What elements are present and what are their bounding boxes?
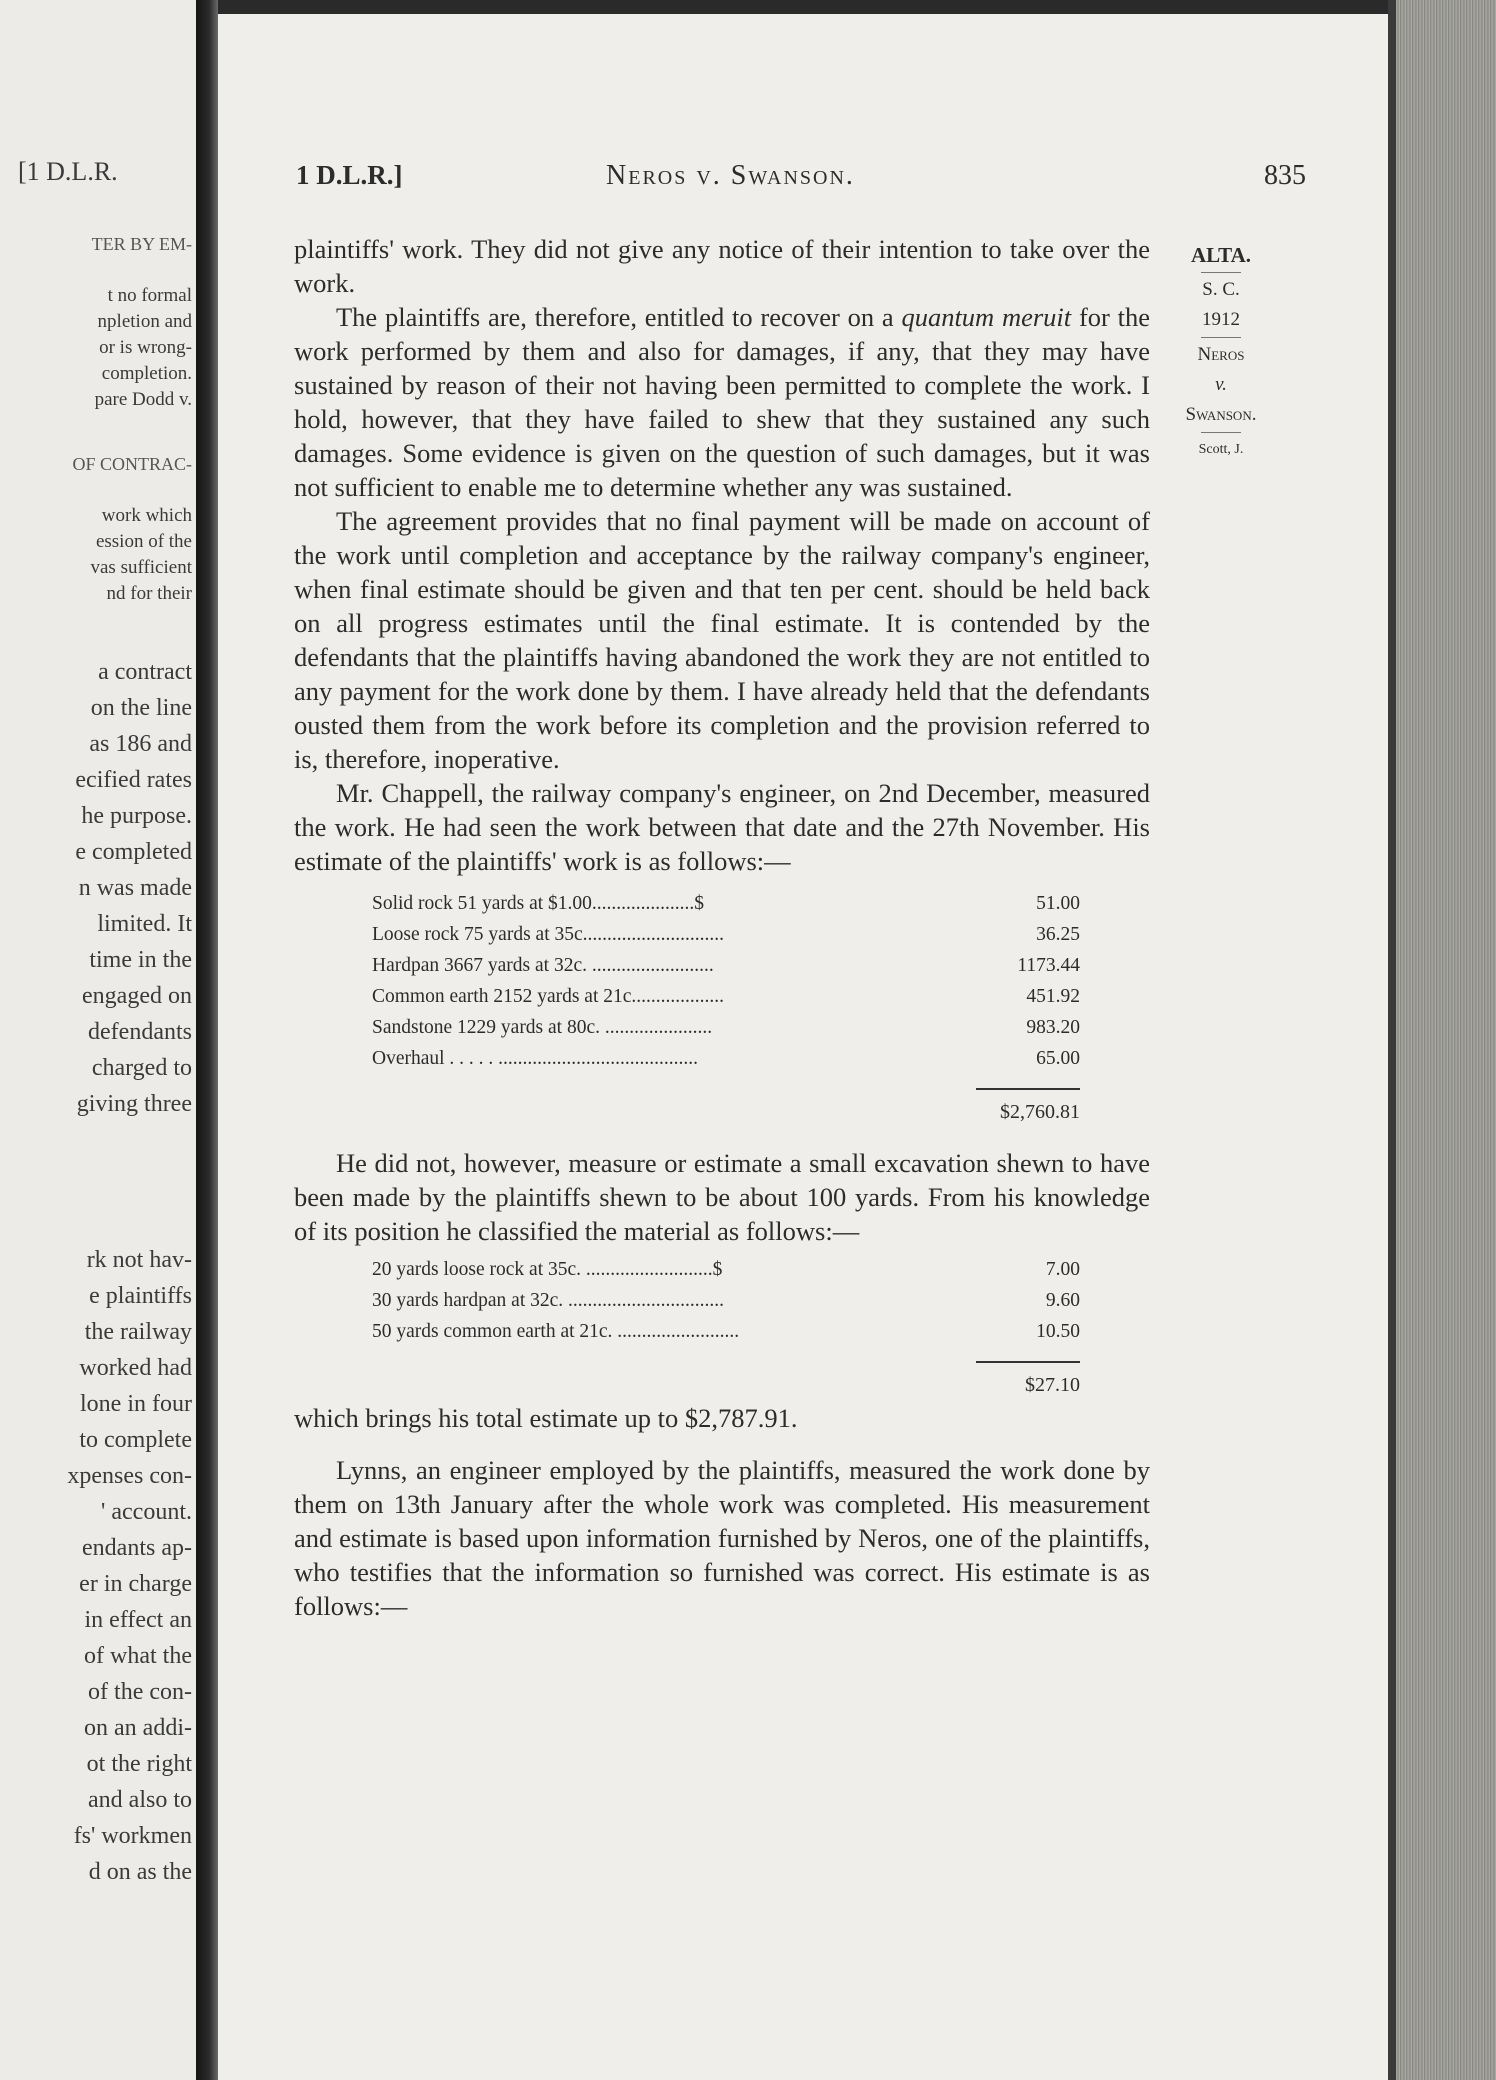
facing-page-line: nd for their [106,583,192,604]
facing-page-line: d on as the [88,1859,192,1885]
facing-page-line: fs' workmen [73,1823,192,1849]
facing-page-line: on the line [90,695,192,721]
facing-page-line: xpenses con- [67,1463,192,1489]
margin-rule [1201,272,1241,273]
paragraph-2 [294,300,1150,504]
facing-page-line: TER BY EM- [91,234,192,254]
margin-versus: v. [1215,374,1227,395]
estimate-row [372,1285,1080,1316]
facing-page-line: npletion and [97,311,192,332]
facing-page-line: t no formal [107,285,192,306]
margin-rule [1201,337,1241,338]
estimate-item: Hardpan 3667 yards at 32c. ......................... [372,955,714,976]
facing-page-line: OF CONTRAC- [72,454,192,474]
estimate-item: Common earth 2152 yards at 21c................... [372,986,725,1007]
paragraph-2-italic: quantum meruit [901,302,1072,332]
estimate-amount: 983.20 [1026,1017,1080,1038]
facing-page [0,0,200,2080]
page-edge-shadow [1388,0,1396,2080]
estimate-row [372,950,1080,981]
facing-page-line: time in the [89,947,192,973]
facing-page-line: on an addi- [84,1715,192,1741]
facing-page-line: vas sufficient [90,557,192,578]
paragraph-1: plaintiffs' work. They did not give any notice of their intention to take over the work. [294,234,1150,298]
estimate-amount: 65.00 [1036,1048,1080,1069]
estimate-item: 50 yards common earth at 21c. ......................... [372,1321,740,1342]
margin-note [1166,240,1276,465]
margin-party-1: Neros [1197,344,1245,365]
facing-page-line: the railway [84,1319,192,1345]
estimate-table-1-rows [372,888,1080,1074]
paragraph-5: He did not, however, measure or estimate a small excavation shewn to have been made by the plaintiffs shewn to be about 100 yards. From his knowledge of its position he classified the material as follows:— [294,1148,1150,1246]
margin-division: S. C. [1202,279,1240,300]
estimate-row [372,1043,1080,1074]
facing-page-line: giving three [76,1091,192,1117]
paragraph-7: Lynns, an engineer employed by the plaintiffs, measured the work done by them on 13th January after the whole work was completed. His measurement and estimate is based upon information furnished by Neros, one of the plaintiffs, who testifies that the information so furnished was correct. His estimate is as follows:— [294,1455,1150,1621]
page-number: 835 [1264,160,1306,191]
facing-page-line: e completed [75,839,192,865]
estimate-item: Loose rock 75 yards at 35c............................. [372,924,725,945]
facing-page-line: ot the right [86,1751,192,1777]
estimate-table-2 [372,1254,1080,1401]
facing-page-line: n was made [78,875,192,901]
estimate-table-2-rows [372,1254,1080,1347]
estimate-amount: 1173.44 [1017,955,1080,976]
facing-page-line: e plaintiffs [89,1283,192,1309]
body-text [294,232,1150,1623]
facing-page-line: charged to [91,1055,192,1081]
estimate-item: 30 yards hardpan at 32c. ................................ [372,1290,725,1311]
margin-party-2: Swanson. [1185,404,1257,425]
estimate-amount: 51.00 [1036,893,1080,914]
estimate-table-1-total: $2,760.81 [1000,1101,1080,1123]
facing-page-line: engaged on [82,983,192,1009]
paragraph-3: The agreement provides that no final payment will be made on account of the work until completion and acceptance by the railway company's engineer, when final estimate should be given and that ten per cent. should be held back on all progress estimates until the final estimate. It is contended by the defendants that the plaintiffs having abandoned the work they are not entitled to any payment for the work done by them. I have already held that the defendants ousted them from the work before its completion and the provision referred to is, therefore, inoperative. [294,506,1150,774]
estimate-row [372,888,1080,919]
estimate-table-2-total: $27.10 [1025,1374,1080,1396]
estimate-amount: 36.25 [1036,924,1080,945]
facing-page-line: rk not hav- [86,1247,192,1273]
paragraph-2-text: The plaintiffs are, therefore, entitled to recover on a [336,302,902,332]
estimate-row [372,1012,1080,1043]
running-head-title: Neros v. Swanson. [606,160,855,191]
estimate-amount: 10.50 [1036,1321,1080,1342]
estimate-row [372,919,1080,950]
facing-page-line: pare Dodd v. [94,389,192,410]
estimate-table-1 [372,888,1080,1128]
facing-page-line: er in charge [79,1571,192,1597]
estimate-amount: 9.60 [1045,1290,1080,1311]
margin-judge: Scott, J. [1198,442,1244,457]
facing-page-line: ecified rates [75,767,192,793]
estimate-item: 20 yards loose rock at 35c. ..........................$ [372,1259,723,1280]
facing-page-line: worked had [79,1355,192,1381]
estimate-amount: 451.92 [1026,986,1080,1007]
facing-page-line: in effect an [84,1607,192,1633]
facing-page-line: to complete [79,1427,192,1453]
facing-page-line: of what the [84,1643,192,1669]
facing-page-line: a contract [98,659,192,685]
facing-page-line: as 186 and [89,731,192,757]
margin-rule [1201,432,1241,433]
estimate-amount: 7.00 [1045,1259,1080,1280]
sum-rule [976,1361,1080,1363]
facing-page-line: completion. [101,363,192,384]
facing-page-line: ' account. [101,1499,192,1525]
book-gutter [196,0,218,2080]
facing-page-line: or is wrong- [99,337,192,358]
page-top-edge [200,0,1390,14]
page [218,14,1388,2080]
estimate-item: Sandstone 1229 yards at 80c. ...................... [372,1017,713,1038]
facing-page-line: he purpose. [81,803,192,829]
page-edges [1388,0,1496,2080]
estimate-row [372,1316,1080,1347]
running-head-volume: 1 D.L.R.] [296,160,403,190]
paragraph-6: which brings his total estimate up to $2,787.91. [294,1403,798,1433]
facing-page-line: of the con- [88,1679,192,1705]
facing-page-line: ession of the [95,531,192,552]
facing-page-line: work which [101,505,192,526]
margin-court: ALTA. [1190,243,1252,267]
margin-year: 1912 [1202,309,1240,330]
facing-page-line: endants ap- [82,1535,192,1561]
estimate-row [372,1254,1080,1285]
facing-page-line: defendants [88,1019,192,1045]
facing-page-line: lone in four [80,1391,192,1417]
paragraph-4: Mr. Chappell, the railway company's engineer, on 2nd December, measured the work. He had seen the work between that date and the 27th November. His estimate of the plaintiffs' work is as follows:— [294,778,1150,876]
sum-rule [976,1088,1080,1090]
estimate-item: Solid rock 51 yards at $1.00.....................$ [372,893,705,914]
estimate-item: Overhaul . . . . . ......................................... [372,1048,699,1069]
estimate-row [372,981,1080,1012]
facing-page-header: [1 D.L.R. [18,157,118,186]
paragraph-2-text-cont: for the work performed by them and also for damages, if any, that they may have sustained by reason of their not having been permitted to complete the work. I hold, however, that they have failed to shew that they sustained any such damages. Some evidence is given on the question of such damages, but it was not sufficient to enable me to determine whether any was sustained. [294,302,1150,502]
facing-page-line: and also to [88,1787,192,1813]
facing-page-line: limited. It [97,911,192,937]
